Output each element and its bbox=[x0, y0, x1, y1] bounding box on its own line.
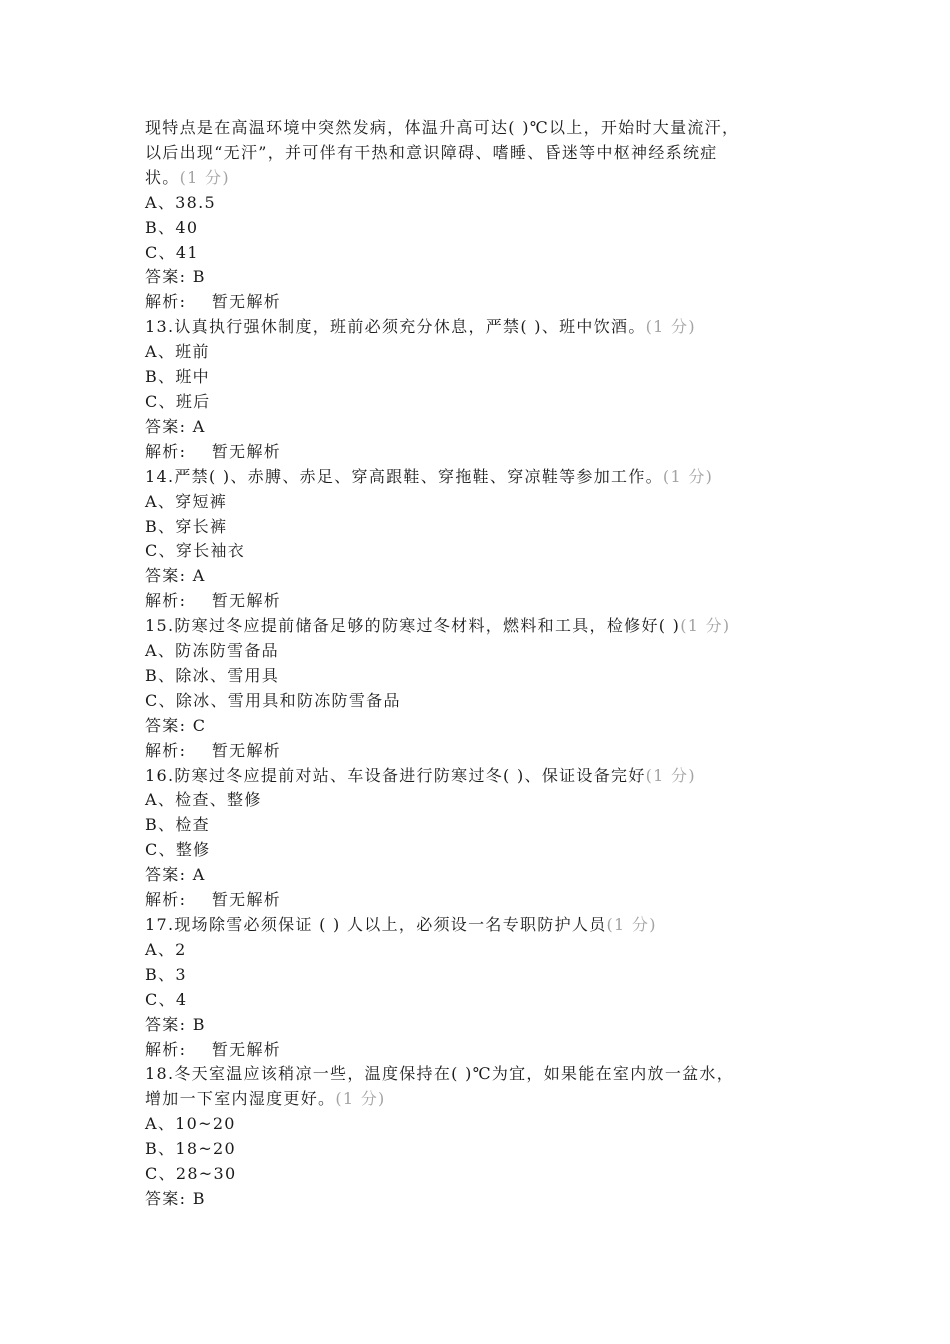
option-a: A、防冻防雪备品 bbox=[145, 641, 279, 661]
analysis-value: 暂无解析 bbox=[211, 1039, 282, 1059]
answer-label: 答案: bbox=[145, 566, 187, 586]
answer-line bbox=[145, 564, 825, 589]
option-c: C、除冰、雪用具和防冻防雪备品 bbox=[145, 690, 401, 710]
question-stem-line bbox=[145, 315, 825, 340]
answer-value: A bbox=[192, 566, 206, 586]
answer-value: B bbox=[192, 1188, 206, 1208]
answer-label: 答案: bbox=[145, 1014, 187, 1034]
question-score: (1 分) bbox=[645, 317, 696, 337]
analysis-label: 解析: bbox=[145, 890, 187, 910]
answer-line bbox=[145, 1187, 825, 1212]
option-b: B、除冰、雪用具 bbox=[145, 665, 280, 685]
option-a: A、检查、整修 bbox=[145, 790, 262, 810]
answer-label: 答案: bbox=[145, 416, 187, 436]
question-stem-text: 14.严禁( )、赤膊、赤足、穿高跟鞋、穿拖鞋、穿凉鞋等参加工作。 bbox=[145, 466, 663, 486]
option-a: A、10~20 bbox=[145, 1114, 236, 1134]
option-c: C、4 bbox=[145, 989, 188, 1009]
analysis-line bbox=[145, 290, 825, 315]
question-stem-text: 状。 bbox=[145, 167, 180, 187]
question-score: (1 分) bbox=[335, 1089, 386, 1109]
question-stem-text: 17.现场除雪必须保证 ( ) 人以上，必须设一名专职防护人员 bbox=[145, 915, 607, 934]
option-b: B、穿长裤 bbox=[145, 516, 228, 536]
question-stem-text: 增加一下室内湿度更好。 bbox=[145, 1089, 336, 1109]
question-stem-line bbox=[145, 166, 825, 191]
analysis-value: 暂无解析 bbox=[211, 292, 282, 312]
analysis-line bbox=[145, 589, 825, 614]
option-a: A、班前 bbox=[145, 342, 210, 362]
option-c: C、整修 bbox=[145, 840, 211, 860]
answer-value: B bbox=[192, 1014, 206, 1034]
option-c: C、28~30 bbox=[145, 1164, 237, 1184]
question-score: (1 分) bbox=[606, 915, 657, 934]
question-score: (1 分) bbox=[680, 616, 731, 636]
answer-line bbox=[145, 1013, 825, 1038]
option-b: B、检查 bbox=[145, 815, 210, 835]
analysis-line bbox=[145, 888, 825, 913]
option-c: C、班后 bbox=[145, 391, 211, 411]
answer-label: 答案: bbox=[145, 267, 187, 287]
question-score: (1 分) bbox=[179, 167, 230, 187]
answer-label: 答案: bbox=[145, 865, 187, 885]
analysis-value: 暂无解析 bbox=[211, 740, 282, 760]
analysis-label: 解析: bbox=[145, 292, 187, 312]
question-score: (1 分) bbox=[645, 765, 696, 785]
question-stem-line: 以后出现“无汗”，并可伴有干热和意识障碍、嗜睡、昏迷等中枢神经系统症 bbox=[145, 142, 718, 162]
analysis-value: 暂无解析 bbox=[211, 890, 282, 910]
analysis-line bbox=[145, 440, 825, 465]
question-stem-line bbox=[145, 1087, 825, 1112]
option-a: A、38.5 bbox=[145, 192, 216, 212]
analysis-label: 解析: bbox=[145, 1039, 187, 1059]
answer-line bbox=[145, 863, 825, 888]
answer-line bbox=[145, 714, 825, 739]
option-b: B、40 bbox=[145, 217, 199, 237]
option-c: C、41 bbox=[145, 242, 199, 262]
analysis-label: 解析: bbox=[145, 591, 187, 611]
answer-value: B bbox=[192, 267, 206, 287]
option-b: B、3 bbox=[145, 964, 187, 984]
question-stem-text: 13.认真执行强休制度，班前必须充分休息，严禁( )、班中饮酒。 bbox=[145, 317, 646, 337]
question-stem-line bbox=[145, 465, 825, 490]
analysis-value: 暂无解析 bbox=[211, 591, 282, 611]
question-stem-line bbox=[145, 614, 825, 639]
answer-value: A bbox=[192, 416, 206, 436]
analysis-label: 解析: bbox=[145, 740, 187, 760]
analysis-label: 解析: bbox=[145, 441, 187, 461]
analysis-line bbox=[145, 739, 825, 764]
answer-value: C bbox=[192, 715, 207, 735]
question-stem-line bbox=[145, 913, 825, 938]
question-stem-text: 16.防寒过冬应提前对站、车设备进行防寒过冬( )、保证设备完好 bbox=[145, 765, 646, 785]
answer-line bbox=[145, 415, 825, 440]
question-stem-line: 18.冬天室温应该稍凉一些，温度保持在( )℃为宜，如果能在室内放一盆水， bbox=[145, 1064, 735, 1084]
answer-line bbox=[145, 265, 825, 290]
option-c: C、穿长袖衣 bbox=[145, 541, 246, 561]
analysis-value: 暂无解析 bbox=[211, 441, 282, 461]
option-b: B、班中 bbox=[145, 367, 210, 387]
question-stem-line: 现特点是在高温环境中突然发病，体温升高可达( )℃以上，开始时大量流汗， bbox=[145, 118, 740, 137]
option-a: A、穿短裤 bbox=[145, 491, 228, 511]
question-stem-text: 15.防寒过冬应提前储备足够的防寒过冬材料，燃料和工具，检修好( ) bbox=[145, 616, 681, 636]
document-page bbox=[145, 116, 825, 1212]
answer-label: 答案: bbox=[145, 1188, 187, 1208]
answer-value: A bbox=[192, 865, 206, 885]
option-b: B、18~20 bbox=[145, 1139, 236, 1159]
answer-label: 答案: bbox=[145, 715, 187, 735]
analysis-line bbox=[145, 1038, 825, 1063]
question-stem-line bbox=[145, 764, 825, 789]
option-a: A、2 bbox=[145, 939, 187, 959]
question-score: (1 分) bbox=[662, 466, 714, 486]
